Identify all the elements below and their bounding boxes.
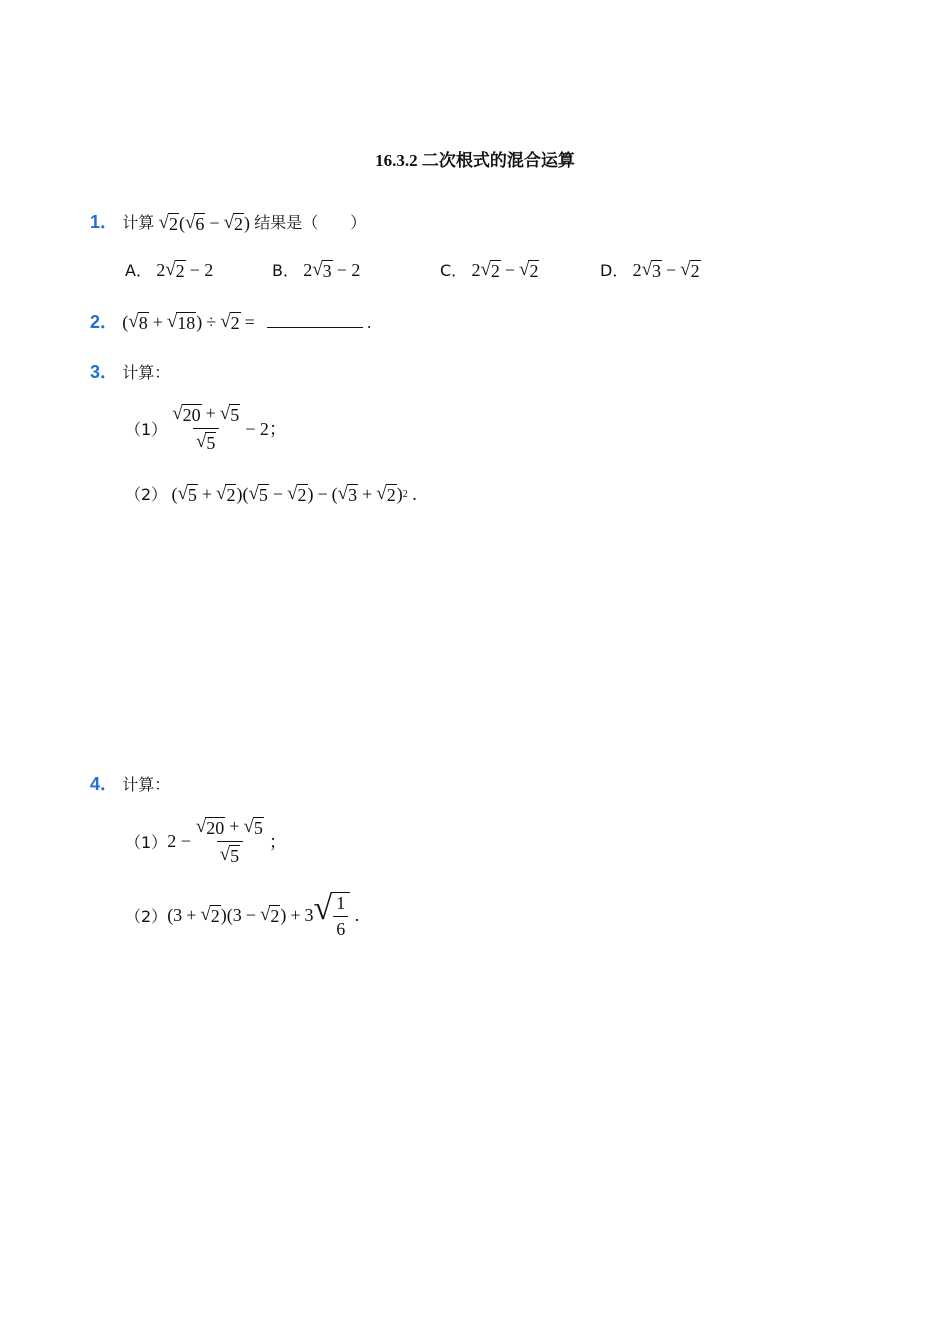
part-label: （2） <box>125 485 168 504</box>
option-label: C． <box>440 261 468 280</box>
question-4-part-2: （2） (3 + √ 2 )(3 − √ 2 ) + 3 √ $\frac{1}{6}$ . <box>125 890 360 939</box>
question-number: 3． <box>90 362 119 382</box>
question-tail: 结果是（ ） <box>254 213 367 232</box>
question-number: 1． <box>90 212 119 232</box>
question-lead: 计算 <box>122 213 155 232</box>
sqrt: √ 2 <box>223 212 243 234</box>
question-3-part-2 <box>125 482 417 505</box>
sqrt: √ 6 <box>184 212 205 234</box>
expression-lead: 2 − <box>167 830 191 851</box>
option-a[interactable] <box>125 258 217 281</box>
answer-blank[interactable] <box>267 309 363 328</box>
option-c[interactable] <box>440 258 539 281</box>
question-4-part-1 <box>125 816 287 866</box>
page-title: 16.3.2 二次根式的混合运算 <box>375 151 575 170</box>
period: . <box>367 313 372 332</box>
question-lead: 计算： <box>122 363 171 382</box>
option-label: A． <box>125 261 152 280</box>
math-expression: √ 2 ( √ 6 − √ 2 ) <box>158 212 250 234</box>
part-label: （2） <box>125 907 168 927</box>
fraction: √ 20 + √ 5 √ 5 <box>172 403 240 453</box>
question-lead: 计算： <box>122 775 171 794</box>
sqrt-fraction: √ $\frac{1}{6}$ <box>314 892 351 939</box>
semicolon: ； <box>268 832 287 853</box>
question-3-part-1 <box>125 403 287 453</box>
question-number: 2． <box>90 312 119 332</box>
expression-tail: − 2； <box>245 419 287 440</box>
part-label: （1） <box>125 419 168 439</box>
question-1 <box>90 208 366 235</box>
question-number: 4． <box>90 774 119 794</box>
option-b[interactable] <box>272 258 364 281</box>
option-d[interactable] <box>600 258 701 281</box>
option-expression: 2 √ 2 − √ 2 <box>471 258 539 281</box>
math-expression: ( √ 8 + √ 18 ) ÷ √ 2 = <box>122 310 255 333</box>
question-3 <box>90 358 170 384</box>
option-expression: 2 √ 3 − √ 2 <box>632 258 700 281</box>
part-label: （1） <box>125 832 168 852</box>
option-expression: 2 √ 3 − 2 <box>303 258 361 281</box>
option-expression: 2 √ 2 − 2 <box>156 258 214 281</box>
fraction: √ 20 + √ 5 √ 5 <box>195 816 263 866</box>
option-label: B． <box>272 261 299 280</box>
question-4 <box>90 770 170 796</box>
math-expression: ( √ 5 + √ 2 )( √ 5 − √ 2 ) − ( √ 3 + √ 2 ) 2 . <box>171 482 417 505</box>
sqrt: √ 2 <box>158 212 178 234</box>
question-2 <box>90 308 371 334</box>
option-label: D． <box>600 261 629 280</box>
